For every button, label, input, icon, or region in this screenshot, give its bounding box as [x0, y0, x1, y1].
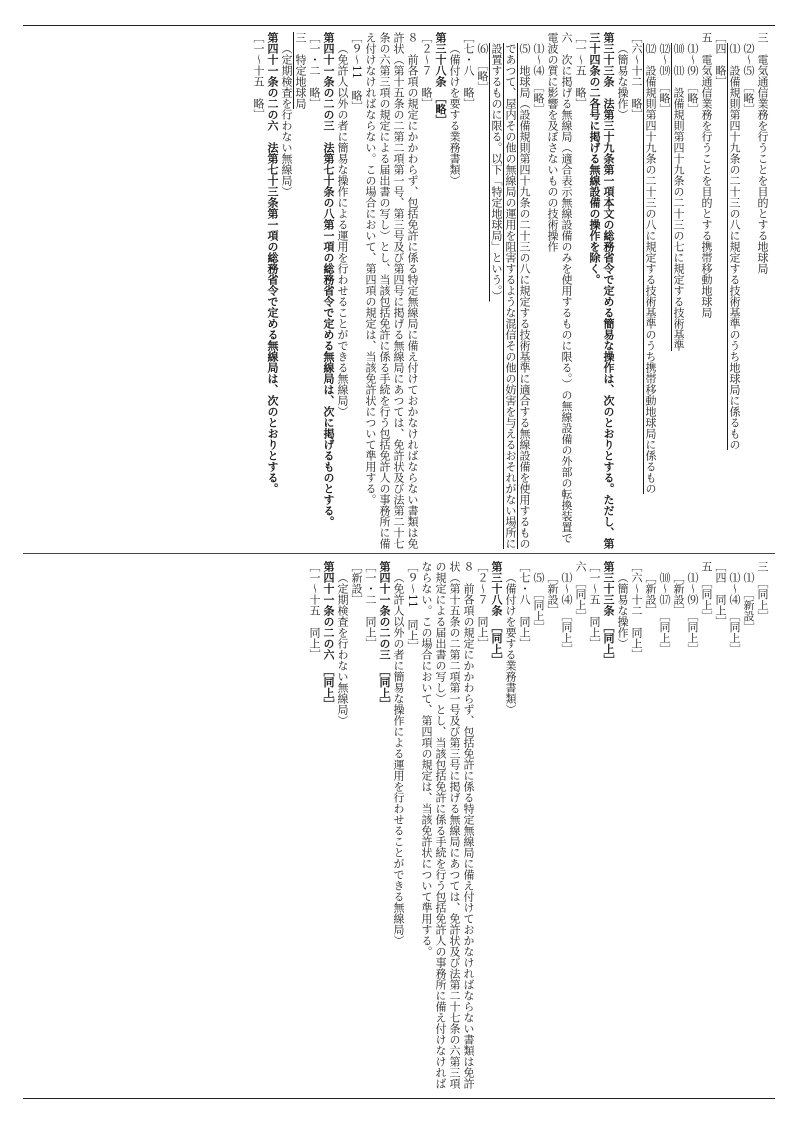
- text-line: ［９〜11 同上］: [406, 561, 419, 652]
- text-line: ８ 前各項の規定にかかわらず、包括免許に係る特定無線局に備え付けておかなければならない書類は免許状（第十五条の二第二項第一号、第三号及び第四号に掲げる無線局にあつては、免許状及び法第二十七条の六第三項の規定による届出書の写し）とし、当該包括免許に係る手続を行う包括免許人の事務所に備え付けなければならない。この場合において、第四項の規定は、当該免許状について準用する。: [364, 32, 419, 549]
- text-line: ［２〜７ 同上］: [476, 561, 489, 649]
- text-line: ［四 同上］: [714, 561, 727, 627]
- text-line: 三 電気通信業務を行うことを目的とする地球局: [756, 32, 769, 274]
- text-line: ［新設］: [546, 572, 559, 616]
- text-line: （免許人以外の者に簡易な操作による運用を行わせることができる無線局）: [392, 572, 405, 946]
- text-line: ⑴〜⑼ ［同上］: [686, 572, 699, 655]
- text-line: ［四 略］: [714, 32, 727, 87]
- text-line: 五 電気通信業務を行うことを目的とする携帯移動地球局: [700, 32, 713, 318]
- text-line: ８ 前各項の規定にかかわらず、包括免許に係る特定無線局に備え付けておかなければならない書類は免許状（第十五条の二第二項第一号及び第三号に掲げる無線局にあつては、免許状及び法第二十七条の六第三項の規定による届出書の写し）とし、当該包括免許に係る手続を行う包括免許人の事務所に備え付けなければならない。この場合において、第四項の規定は、当該免許状について準用する。: [420, 561, 475, 1089]
- text-line: ［七・八 同上］: [518, 561, 531, 649]
- revised-text-panel: [23, 555, 775, 1099]
- text-line: ⑴ 設備規則第四十九条の二十三の八に規定する技術基準のうち地球局に係るもの: [728, 43, 741, 450]
- text-line: （備付けを要する業務書類）: [504, 572, 517, 715]
- text-line: 三 特定地球局: [294, 32, 307, 109]
- text-line: ［新設］: [644, 572, 657, 616]
- text-line: ⑸ 地球局（設備規則第四十九条の二十三の八に規定する技術基準に適合する無線設備を使用するものであつて、屋内その他の無線局の運用を阻害するような混信その他の妨害を与えるおそれがない場所に設置するものに限る。以下「特定地球局」という。）: [490, 43, 531, 549]
- text-line: 第三十八条 ［同上］: [490, 561, 503, 666]
- text-line: ［一〜五 同上］: [588, 561, 601, 649]
- text-line: ［２〜７ 略］: [420, 32, 433, 109]
- text-line: ［一・二 同上］: [364, 561, 377, 649]
- text-line: ［一〜五 略］: [574, 32, 587, 109]
- text-line: 第三十三条 ［同上］: [602, 561, 615, 666]
- text-line: ⑸ ［同上］: [532, 572, 545, 633]
- panel-divider: [23, 553, 775, 554]
- text-line: 第四十一条の二の六 法第七十三条第一項の総務省令で定める無線局は、次のとおりとする。: [266, 32, 279, 494]
- text-line: 六 ［同上］: [574, 561, 587, 622]
- text-line: ⑴〜⑼ ［略］: [686, 43, 699, 115]
- text-line: ⑵〜⑸ ［略］: [742, 43, 755, 115]
- text-line: ⑽ ⑾ 設備規則第四十九条の二十三の七に規定する技術基準: [672, 43, 685, 351]
- text-line: ［９〜11 略］: [350, 32, 363, 112]
- text-line: ⑿〜⒆ ［略］: [658, 43, 671, 115]
- text-line: ⑴〜⑷ ［同上］: [560, 572, 573, 655]
- comparison-table: [23, 25, 775, 1099]
- text-line: ［六〜十二 同上］: [630, 561, 643, 660]
- text-line: 六 次に掲げる無線局（適合表示無線設備のみを使用するものに限る。）の無線設備の外部の転換装置で電波の質に影響を及ぼさないものの技術操作: [546, 32, 573, 544]
- text-line: 三 ［同上］: [756, 561, 769, 622]
- text-line: （定期検査を行わない無線局）: [280, 43, 293, 197]
- text-line: （備付けを要する業務書類）: [448, 43, 461, 186]
- text-line: ［新設］: [672, 572, 685, 616]
- text-line: ⑿ 設備規則第四十九条の二十三の八に規定する技術基準のうち携帯移動地球局に係るもの: [644, 43, 657, 494]
- text-line: （定期検査を行わない無線局）: [336, 572, 349, 726]
- text-line: ⑹ ［略］: [476, 43, 489, 93]
- text-line: （簡易な操作）: [616, 572, 629, 649]
- text-line: ⑴〜⑷ ［略］: [532, 43, 545, 115]
- text-line: 第四十一条の二の三 法第七十条の八第一項の総務省令で定める無線局は、次に掲げるものとする。: [322, 32, 335, 527]
- text-line: （簡易な操作）: [616, 43, 629, 120]
- text-line: 第三十三条 法第三十九条第一項本文の総務省令で定める簡易な操作は、次のとおりとする。ただし、第三十四条の二各号に掲げる無線設備の操作を除く。: [588, 32, 615, 549]
- text-line: 五 ［同上］: [700, 561, 713, 622]
- text-line: 第四十一条の二の三 ［同上］: [378, 561, 391, 710]
- text-line: 第三十八条 ［略］: [434, 32, 447, 126]
- text-line: ［新設］: [350, 561, 363, 605]
- text-line: （免許人以外の者に簡易な操作による運用を行わせることができる無線局）: [336, 43, 349, 417]
- text-line: ［一〜十五 同上］: [308, 561, 321, 660]
- text-line: ［六〜十二 略］: [630, 32, 643, 120]
- text-line: ［一・二 略］: [308, 32, 321, 109]
- text-line: ［七・八 略］: [462, 32, 475, 109]
- current-text-panel: [23, 26, 775, 552]
- text-line: ⑴〜⑷ ［同上］: [728, 572, 741, 655]
- text-line: ［一〜十五 略］: [252, 32, 265, 120]
- text-line: ⑴ ［新設］: [742, 572, 755, 633]
- text-line: 第四十一条の二の六 ［同上］: [322, 561, 335, 710]
- text-line: ⑽〜⒄ ［同上］: [658, 572, 671, 655]
